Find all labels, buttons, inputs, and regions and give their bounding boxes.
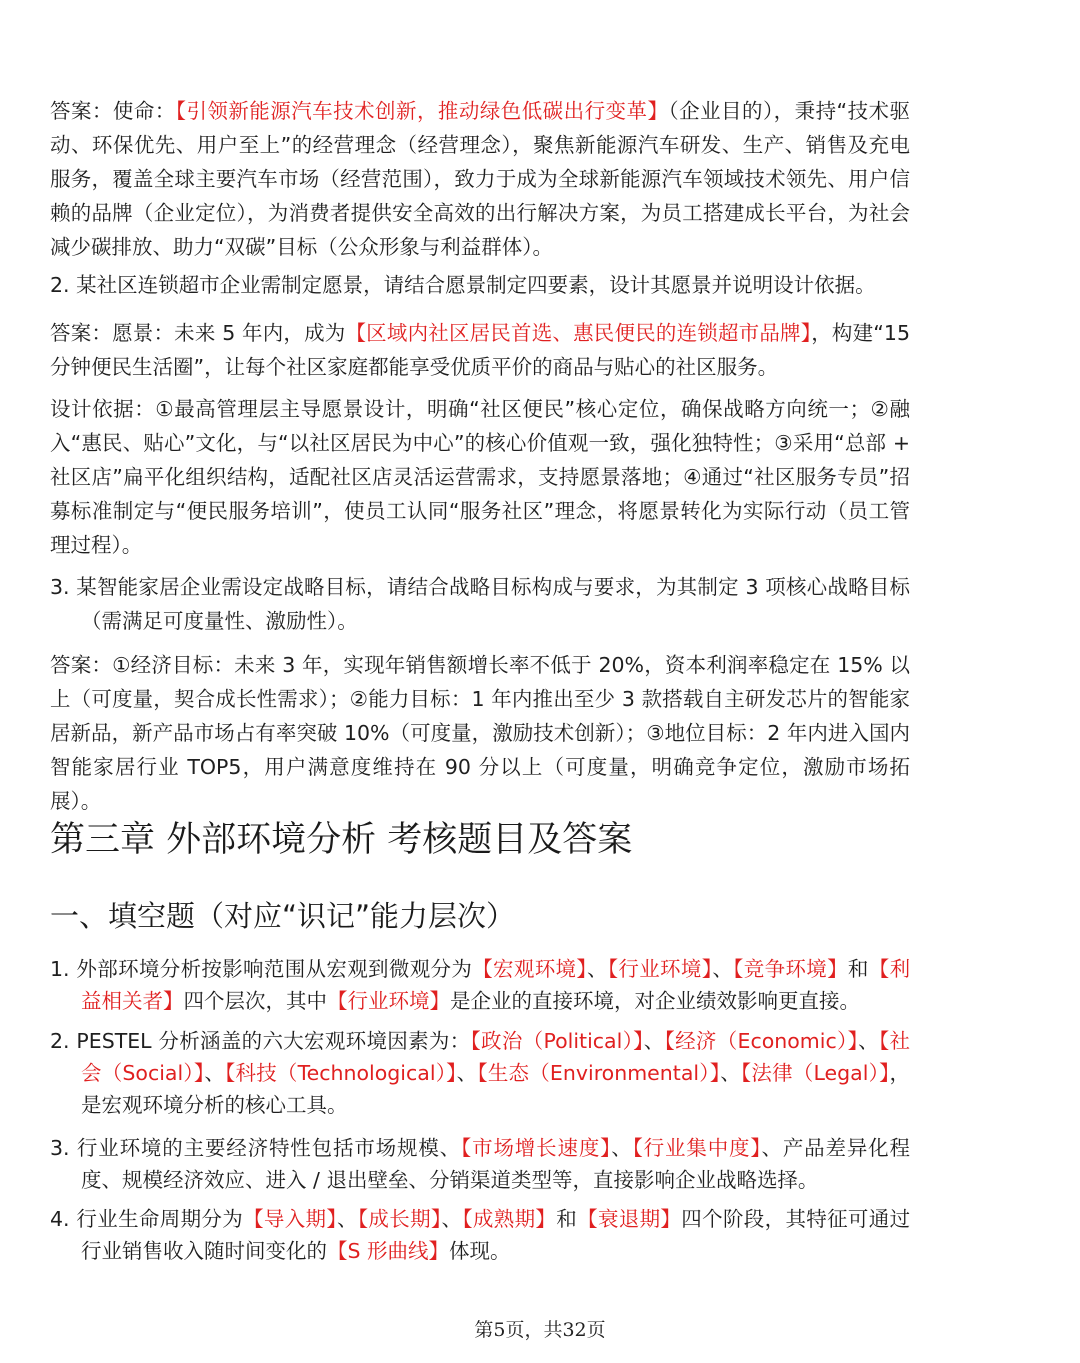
text-run: 答案：使命：	[50, 99, 176, 123]
question-2	[50, 268, 910, 302]
answer-highlight: 【引领新能源汽车技术创新，推动绿色低碳出行变革】	[175, 99, 669, 123]
answer-highlight: 【行业集中度】	[632, 1136, 762, 1160]
chapter-title: 第三章 外部环境分析 考核题目及答案	[50, 820, 633, 860]
answer-strategic-goals	[50, 648, 910, 818]
text-run: 、	[643, 1029, 665, 1053]
text-run: 、	[456, 1061, 478, 1085]
answer-highlight: 【利益相关者】	[81, 957, 911, 1013]
answer-highlight: 【社会（Social）】	[81, 1029, 911, 1085]
text-run: 3. 某智能家居企业需设定战略目标，请结合战略目标构成与要求，为其制定 3 项核心战略目标（需满足可度量性、激励性）。	[50, 575, 910, 633]
text-run: 、产品差异化程度、规模经济效应、进入 / 退出壁垒、分销渠道类型等，直接影响企业战略选择。	[81, 1136, 911, 1192]
answer-vision-basis	[50, 392, 910, 562]
answer-highlight: 【导入期】	[243, 1207, 337, 1231]
text-run: 答案：①经济目标：未来 3 年，实现年销售额增长率不低于 20%，资本利润率稳定在 15% 以上（可度量，契合成长性需求）；②能力目标：1 年内推出至少 3 款搭载自主研发芯片的智能家居新品，新产品市场占有率突破 10%（可度量，激励技术创新）；③地位目标：2 年内进入国内智能家居行业 TOP5，用户满意度维持在 90 分以上（可度量，明确竞争定位，激励市场拓展）。	[50, 653, 910, 813]
answer-highlight: 【生态（Environmental）】	[477, 1061, 721, 1085]
answer-mission	[50, 94, 910, 264]
question-3	[50, 570, 910, 638]
answer-highlight: 【市场增长速度】	[461, 1136, 612, 1160]
text-run: 、	[204, 1061, 226, 1085]
text-run: 1. 外部环境分析按影响范围从宏观到微观分为	[50, 957, 473, 981]
answer-highlight: 【经济（Economic）】	[664, 1029, 859, 1053]
answer-highlight: 【衰退期】	[577, 1207, 682, 1231]
fill-blank-3	[50, 1132, 910, 1196]
section-title: 一、填空题（对应“识记”能力层次）	[50, 899, 516, 933]
text-run: 、	[858, 1029, 879, 1053]
answer-highlight: 【行业环境】	[607, 957, 713, 981]
text-run: 2. 某社区连锁超市企业需制定愿景，请结合愿景制定四要素，设计其愿景并说明设计依据。	[50, 273, 876, 297]
answer-highlight: 【成熟期】	[462, 1207, 557, 1231]
text-run: 设计依据：①最高管理层主导愿景设计，明确“社区便民”核心定位，确保战略方向统一；②融入“惠民、贴心”文化，与“以社区居民为中心”的核心价值观一致，强化独特性；③采用“总部 + 社区店”扁平化组织结构，适配社区店灵活运营需求，支持愿景落地；④通过“社区服务专员”招募标准制定与“便民服务培训”，使员工认同“服务社区”理念，将愿景转化为实际行动（员工管理过程）。	[50, 397, 910, 557]
text-run: 、	[586, 957, 608, 981]
answer-highlight: 【S 形曲线】	[327, 1239, 450, 1263]
text-run: 是企业的直接环境，对企业绩效影响更直接。	[450, 989, 860, 1013]
answer-highlight: 【科技（Technological）】	[225, 1061, 457, 1085]
page-number: 第5页，共32页	[474, 1319, 606, 1341]
text-run: 、	[336, 1207, 358, 1231]
answer-highlight: 【成长期】	[357, 1207, 442, 1231]
text-run: 4. 行业生命周期分为	[50, 1207, 244, 1231]
fill-blank-4	[50, 1203, 910, 1267]
text-run: 答案：愿景：未来 5 年内，成为	[50, 321, 346, 345]
text-run: 四个阶段，其特征可通过行业销售收入随时间变化的	[81, 1207, 911, 1263]
answer-highlight: 【政治（Political）】	[470, 1029, 644, 1053]
text-run: 2. PESTEL 分析涵盖的六大宏观环境因素为：	[50, 1029, 471, 1053]
answer-vision	[50, 316, 910, 384]
answer-highlight: 【竞争环境】	[733, 957, 848, 981]
text-run: 四个层次，其中	[183, 989, 327, 1013]
text-run: 3. 行业环境的主要经济特性包括市场规模、	[50, 1136, 462, 1160]
text-run: 体现。	[449, 1239, 511, 1263]
text-run: ，构建“15 分钟便民生活圈”，让每个社区家庭都能享受优质平价的商品与贴心的社区服务。	[50, 321, 910, 379]
text-run: 、	[441, 1207, 463, 1231]
fill-blank-1	[50, 953, 910, 1017]
answer-highlight: 【行业环境】	[327, 989, 450, 1013]
text-run: ，是宏观环境分析的核心工具。	[81, 1061, 911, 1117]
text-run: 、	[712, 957, 734, 981]
text-run: 和	[847, 957, 869, 981]
text-run: 、	[611, 1136, 633, 1160]
answer-highlight: 【宏观环境】	[472, 957, 587, 981]
text-run: 和	[556, 1207, 578, 1231]
answer-highlight: 【法律（Legal）】	[740, 1061, 890, 1085]
text-run: （企业目的），秉持“技术驱动、环保优先、用户至上”的经营理念（经营理念），聚焦新能源汽车研发、生产、销售及充电服务，覆盖全球主要汽车市场（经营范围），致力于成为全球新能源汽车领域技术领先、用户信赖的品牌（企业定位），为消费者提供安全高效的出行解决方案，为员工搭建成长平台，为社会减少碳排放、助力“双碳”目标（公众形象与利益群体）。	[50, 99, 911, 259]
answer-highlight: 【区域内社区居民首选、惠民便民的连锁超市品牌】	[345, 321, 812, 345]
fill-blank-2	[50, 1025, 910, 1121]
text-run: 、	[720, 1061, 741, 1085]
